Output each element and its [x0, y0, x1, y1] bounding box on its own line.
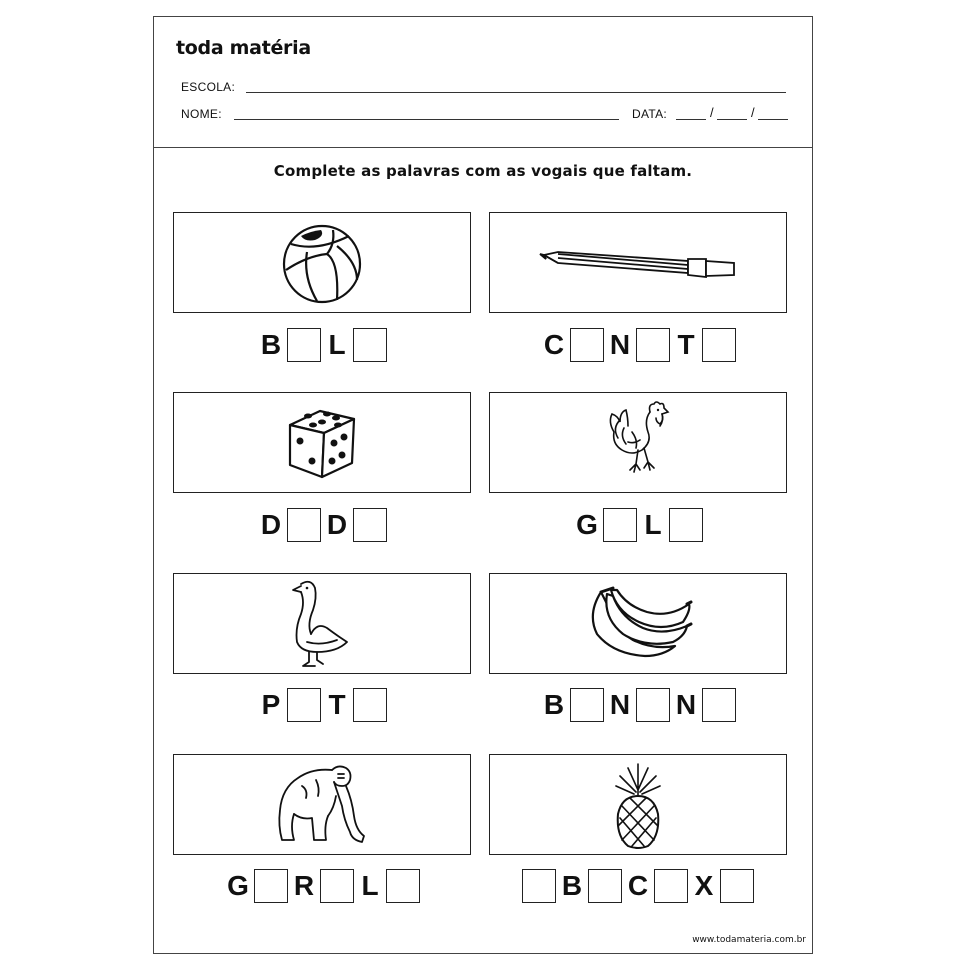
brand-logo: toda matéria — [176, 37, 311, 59]
vowel-answer-box[interactable] — [720, 869, 754, 903]
vowel-answer-box[interactable] — [588, 869, 622, 903]
goose-icon — [287, 576, 357, 672]
pen-icon — [538, 243, 738, 283]
vowel-answer-box[interactable] — [287, 328, 321, 362]
given-letter: G — [576, 509, 598, 540]
word-puzzle — [489, 687, 787, 723]
banana-icon — [583, 584, 693, 664]
given-letter: P — [261, 689, 281, 720]
given-letter: C — [627, 870, 649, 901]
vowel-answer-box[interactable] — [320, 869, 354, 903]
picture-card-rooster — [489, 392, 787, 493]
rooster-icon — [598, 398, 678, 488]
vowel-answer-box[interactable] — [522, 869, 556, 903]
vowel-answer-box[interactable] — [702, 688, 736, 722]
picture-card-gorilla — [173, 754, 471, 855]
worksheet — [153, 16, 813, 954]
vowel-answer-box[interactable] — [636, 688, 670, 722]
vowel-answer-box[interactable] — [603, 508, 637, 542]
instruction-text: Complete as palavras com as vogais que faltam. — [273, 162, 693, 180]
picture-card-goose — [173, 573, 471, 674]
school-label: ESCOLA: — [181, 80, 236, 94]
dice-icon — [282, 403, 362, 483]
vowel-answer-box[interactable] — [287, 688, 321, 722]
date-separator: / — [751, 105, 755, 120]
vowel-answer-box[interactable] — [636, 328, 670, 362]
school-field[interactable] — [246, 92, 786, 93]
footer-url: www.todamateria.com.br — [692, 935, 806, 945]
gorilla-icon — [272, 760, 372, 850]
vowel-answer-box[interactable] — [287, 508, 321, 542]
given-letter: L — [361, 870, 379, 901]
given-letter: R — [293, 870, 315, 901]
date-label: DATA: — [632, 107, 668, 121]
word-puzzle — [173, 868, 471, 904]
picture-card-pen — [489, 212, 787, 313]
vowel-answer-box[interactable] — [570, 328, 604, 362]
word-puzzle — [173, 687, 471, 723]
given-letter: N — [675, 689, 697, 720]
word-puzzle — [173, 507, 471, 543]
given-letter: X — [694, 870, 714, 901]
date-month-field[interactable] — [717, 119, 747, 120]
given-letter: L — [328, 329, 346, 360]
word-puzzle — [489, 327, 787, 363]
worksheet-header — [154, 17, 812, 148]
picture-card-dice — [173, 392, 471, 493]
date-year-field[interactable] — [758, 119, 788, 120]
date-day-field[interactable] — [676, 119, 706, 120]
given-letter: B — [260, 329, 282, 360]
picture-card-banana — [489, 573, 787, 674]
vowel-answer-box[interactable] — [386, 869, 420, 903]
vowel-answer-box[interactable] — [654, 869, 688, 903]
given-letter: N — [609, 329, 631, 360]
picture-card-pineapple — [489, 754, 787, 855]
vowel-answer-box[interactable] — [570, 688, 604, 722]
vowel-answer-box[interactable] — [353, 508, 387, 542]
vowel-answer-box[interactable] — [702, 328, 736, 362]
vowel-answer-box[interactable] — [353, 328, 387, 362]
given-letter: G — [227, 870, 249, 901]
given-letter: D — [326, 509, 348, 540]
pineapple-icon — [608, 760, 668, 850]
picture-card-ball — [173, 212, 471, 313]
vowel-answer-box[interactable] — [254, 869, 288, 903]
given-letter: B — [543, 689, 565, 720]
given-letter: N — [609, 689, 631, 720]
date-separator: / — [710, 105, 714, 120]
word-puzzle — [173, 327, 471, 363]
given-letter: L — [644, 509, 662, 540]
given-letter: C — [543, 329, 565, 360]
ball-icon — [277, 222, 367, 304]
given-letter: T — [677, 329, 695, 360]
given-letter: B — [561, 870, 583, 901]
given-letter: T — [328, 689, 346, 720]
word-puzzle — [489, 868, 787, 904]
name-label: NOME: — [181, 107, 222, 121]
name-field[interactable] — [234, 119, 619, 120]
vowel-answer-box[interactable] — [669, 508, 703, 542]
vowel-answer-box[interactable] — [353, 688, 387, 722]
word-puzzle — [489, 507, 787, 543]
given-letter: D — [260, 509, 282, 540]
